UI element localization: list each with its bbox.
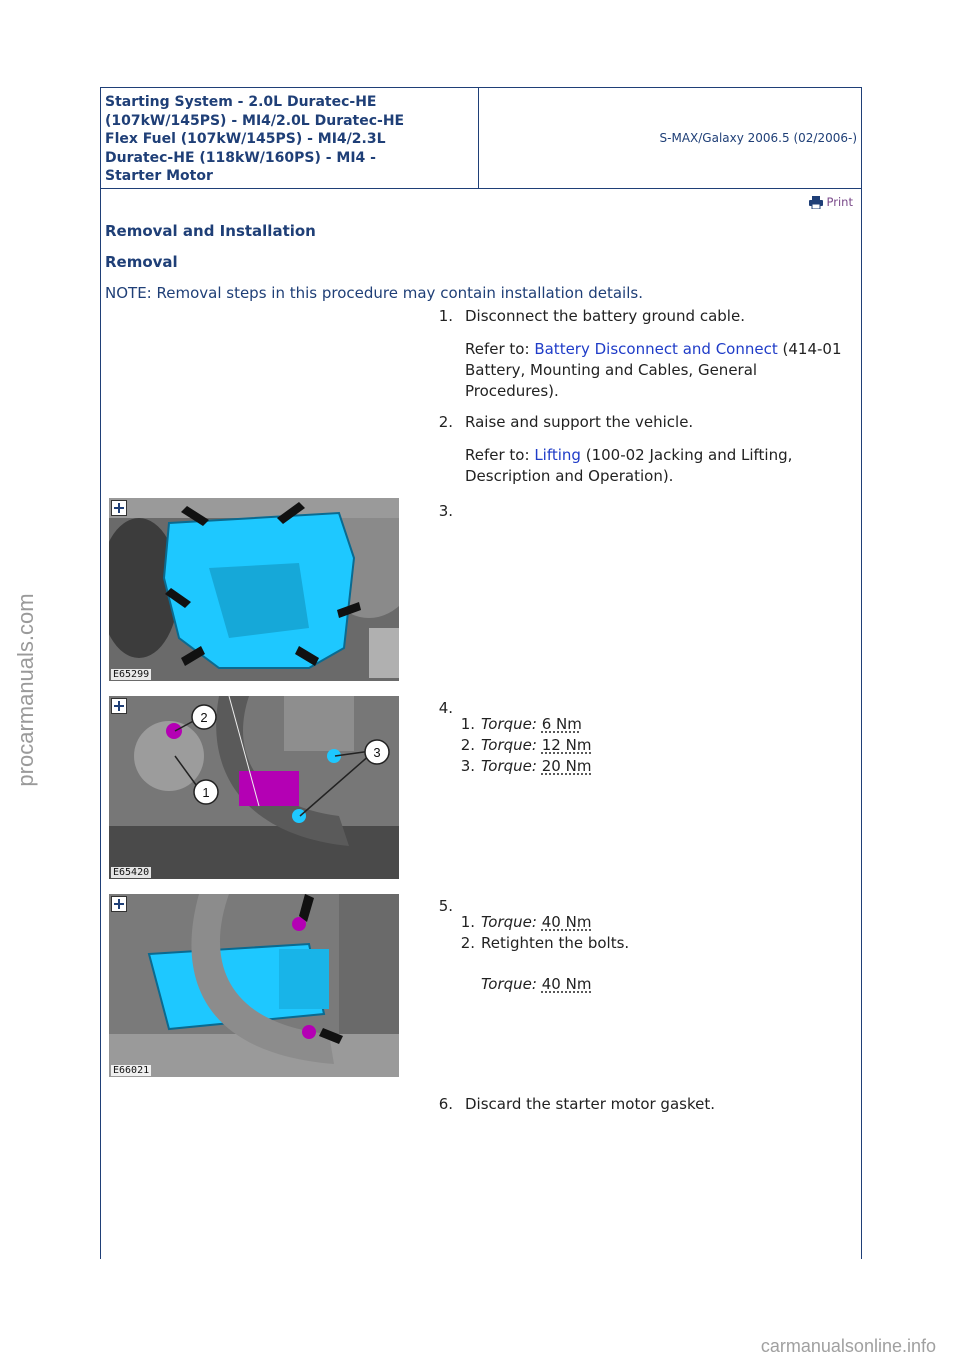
step-text: Discard the starter motor gasket. bbox=[465, 1095, 715, 1113]
ref-suffix: (414-01 Battery, Mounting and Cables, General Procedures). bbox=[465, 340, 842, 400]
step-1 bbox=[433, 306, 853, 402]
image-code: E65420 bbox=[113, 867, 150, 878]
page-header bbox=[101, 88, 861, 189]
step-text: Disconnect the battery ground cable. bbox=[465, 307, 745, 325]
ref-suffix: (100-02 Jacking and Lifting, Description and Operation). bbox=[465, 446, 793, 485]
step-number: 2. bbox=[438, 413, 453, 431]
zoom-icon[interactable] bbox=[111, 500, 127, 516]
torque-value[interactable]: 40 Nm bbox=[541, 975, 592, 993]
step-5-illustration[interactable] bbox=[109, 894, 399, 1077]
torque-label: Torque: bbox=[481, 757, 537, 775]
step-number: 4. bbox=[438, 699, 453, 717]
print-button[interactable] bbox=[809, 195, 853, 209]
image-code: E66021 bbox=[113, 1065, 150, 1076]
step-2 bbox=[433, 412, 853, 487]
step-4-illustration[interactable] bbox=[109, 696, 399, 879]
torque-value[interactable]: 20 Nm bbox=[541, 757, 592, 775]
undershield-illustration bbox=[109, 498, 399, 681]
step-4 bbox=[433, 698, 853, 777]
step-3-illustration[interactable] bbox=[109, 498, 399, 681]
step-reference bbox=[465, 445, 853, 487]
page-title-line: Starter Motor bbox=[105, 168, 213, 184]
torque-value[interactable]: 6 Nm bbox=[541, 715, 582, 733]
torque-label: Torque: bbox=[481, 975, 537, 993]
print-label: Print bbox=[826, 195, 853, 209]
section-title: Removal and Installation bbox=[105, 222, 316, 240]
torque-item: 3. Torque: 20 Nm bbox=[460, 757, 592, 775]
step-reference bbox=[465, 339, 853, 402]
printer-icon bbox=[809, 196, 823, 209]
page-title bbox=[101, 88, 479, 188]
note-text: NOTE: Removal steps in this procedure may contain installation details. bbox=[105, 284, 643, 302]
page-title-line: Starting System - 2.0L Duratec-HE bbox=[105, 94, 377, 110]
image-code: E65299 bbox=[113, 669, 150, 680]
manual-page bbox=[100, 87, 862, 1259]
ref-prefix: Refer to: bbox=[465, 340, 530, 358]
step-5 bbox=[433, 896, 853, 995]
step-number: 5. bbox=[438, 897, 453, 915]
torque-item: 1. Torque: 40 Nm bbox=[460, 913, 592, 931]
step-text: Raise and support the vehicle. bbox=[465, 413, 694, 431]
torque-item: 1. Torque: 6 Nm bbox=[460, 715, 582, 733]
vehicle-model: S-MAX/Galaxy 2006.5 (02/2006-) bbox=[659, 131, 857, 145]
zoom-icon[interactable] bbox=[111, 698, 127, 714]
torque-value[interactable]: 40 Nm bbox=[541, 913, 592, 931]
torque-label: Torque: bbox=[481, 736, 537, 754]
side-watermark bbox=[8, 480, 44, 900]
callout-1: 1 bbox=[202, 785, 210, 800]
subsection-title: Removal bbox=[105, 253, 178, 271]
starter-motor-illustration bbox=[109, 894, 399, 1077]
step-number: 3. bbox=[438, 502, 453, 520]
page-title-line: (107kW/145PS) - MI4/2.0L Duratec-HE bbox=[105, 112, 405, 129]
step-number: 1. bbox=[438, 307, 453, 325]
zoom-icon[interactable] bbox=[111, 896, 127, 912]
retighten-text: Retighten the bolts. bbox=[481, 934, 630, 952]
callout-3: 3 bbox=[373, 745, 381, 760]
torque-item bbox=[481, 974, 853, 995]
torque-label: Torque: bbox=[481, 913, 537, 931]
step-number: 6. bbox=[438, 1095, 453, 1113]
callout-2: 2 bbox=[200, 710, 208, 725]
ref-prefix: Refer to: bbox=[465, 446, 530, 464]
retighten-item: 2. Retighten the bolts. Torque: 40 Nm bbox=[481, 933, 853, 995]
ref-link-battery-disconnect[interactable]: Battery Disconnect and Connect bbox=[534, 340, 778, 358]
torque-item: 2. Torque: 12 Nm bbox=[460, 736, 592, 754]
step-6 bbox=[433, 1094, 853, 1115]
torque-value[interactable]: 12 Nm bbox=[541, 736, 592, 754]
footer-watermark: carmanualsonline.info bbox=[760, 1336, 936, 1356]
side-watermark-text: procarmanuals.com bbox=[13, 593, 38, 787]
torque-label: Torque: bbox=[481, 715, 537, 733]
engine-bracket-illustration bbox=[109, 696, 399, 879]
page-title-line: Duratec-HE (118kW/160PS) - MI4 - bbox=[105, 149, 376, 166]
ref-link-lifting[interactable]: Lifting bbox=[534, 446, 581, 464]
page-title-line: Flex Fuel (107kW/145PS) - MI4/2.3L bbox=[105, 131, 386, 147]
